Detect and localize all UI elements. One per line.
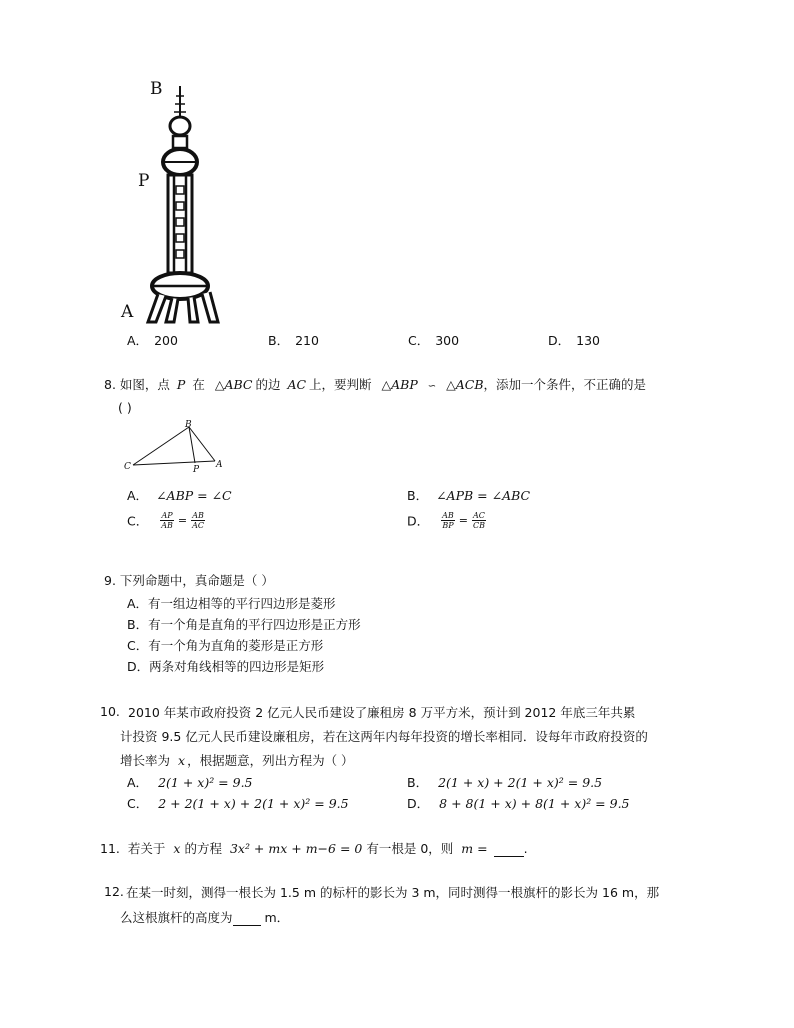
q8-stem-line1 [104,375,646,393]
option-math: ∠ABP = ∠C [156,488,232,503]
option-letter: A． [127,775,149,790]
stem-text: . [523,841,528,856]
stem-text: 么这根旗杆的高度为 [120,910,233,925]
option-math: ∠APB = ∠ABC [436,488,531,503]
triangle-abc: △ABC [214,377,253,392]
stem-text: 有一根是 0，则 [366,841,454,856]
variable-x: x [178,753,186,768]
option-letter: C． [127,796,149,811]
q9-option-b[interactable]: B．有一个角是直角的平行四边形是正方形 [127,617,361,632]
option-math: 2 + 2(1 + x) + 2(1 + x)² = 9.5 [158,796,349,811]
equals-sign: = [458,514,468,527]
stem-text: 若关于 [127,841,166,856]
option-math: 2(1 + x) + 2(1 + x)² = 9.5 [438,775,603,790]
stem-text: 的边 [255,377,281,392]
q9-option-a[interactable]: A．有一组边相等的平行四边形是菱形 [127,596,336,611]
q7-option-c[interactable] [408,331,459,349]
option-letter: C． [408,333,430,348]
tower-figure [118,78,228,328]
tower-label-b: B [150,79,163,99]
q7-option-d[interactable] [548,331,600,349]
stem-text: 在 [192,377,205,392]
q9-option-c[interactable]: C．有一个角为直角的菱形是正方形 [127,638,324,653]
question-number: 11. [100,841,120,856]
q8-label-c: C [124,462,131,472]
q8-label-b: B [185,420,192,430]
option-text: 130 [576,333,600,348]
stem-text: m． [264,910,290,925]
option-letter: D． [407,796,430,811]
fraction-ap-ab: $\frac{AP}{AB}$ [161,511,173,530]
triangle-diagram [118,420,228,472]
q7-option-b[interactable] [268,331,319,349]
option-letter: B． [407,775,429,790]
fraction-ac-cb: $\frac{AC}{CB}$ [472,511,485,530]
option-text: 200 [154,333,178,348]
q8-option-c[interactable] [127,511,205,530]
tower-label-a: A [121,302,134,322]
option-letter: D． [407,513,430,529]
q12-stem-line2 [120,908,289,926]
stem-text: 增长率为 [120,753,171,768]
answer-blank[interactable] [494,841,524,857]
q8-option-d[interactable] [407,511,486,530]
fraction-ab-bp: $\frac{AB}{BP}$ [442,511,454,530]
q11-stem [100,839,528,857]
option-letter: B． [268,333,290,348]
q8-label-a: A [216,460,223,470]
option-text: 300 [435,333,460,348]
q8-answer-paren: ( ) [118,400,132,415]
q12-number: 12. [104,884,124,899]
fraction-ab-ac: $\frac{AB}{AC}$ [192,511,204,530]
q8-label-p: P [193,465,200,475]
triangle-acb: △ACB [446,377,484,392]
option-text: 210 [295,333,319,348]
q10-stem-line1: 2010 年某市政府投资 2 亿元人民币建设了廉租房 8 万平方米，预计到 2012 年底三年共累 [128,705,636,720]
q10-option-a[interactable] [127,773,253,791]
q12-stem-line1: 在某一时刻，测得一根长为 1.5 m 的标杆的影长为 3 m，同时测得一根旗杆的影长为 16 m，那 [126,885,660,900]
option-letter: D． [548,333,571,348]
side-ac: AC [287,377,307,392]
stem-text: 的方程 [184,841,222,856]
option-math: 8 + 8(1 + x) + 8(1 + x)² = 9.5 [439,796,630,811]
q8-option-b[interactable] [407,486,530,504]
q10-option-c[interactable] [127,794,349,812]
q10-option-d[interactable] [407,794,630,812]
answer-blank[interactable] [233,910,261,926]
triangle-abp: △ABP [381,377,418,392]
stem-text: 上，要判断 [309,377,372,392]
q8-option-a[interactable] [127,486,232,504]
q9-stem: 9. 下列命题中，真命题是（ ） [104,573,274,588]
stem-text: 如图，点 [119,377,170,392]
option-letter: B． [407,488,429,503]
q9-option-d[interactable]: D．两条对角线相等的四边形是矩形 [127,659,325,674]
q10-stem-line3 [120,751,354,769]
tower-label-p: P [138,171,150,191]
similar-symbol: ∽ [427,381,437,392]
option-math: 2(1 + x)² = 9.5 [158,775,253,790]
equals-sign: = [177,514,188,527]
option-letter: A． [127,333,149,348]
stem-text: ，根据题意，列出方程为（ ） [187,753,354,768]
question-number: 8. [104,377,116,392]
q7-option-a[interactable] [127,331,178,349]
variable-m: m = [461,841,488,856]
q10-number: 10. [100,704,120,719]
option-letter: C． [127,513,149,529]
tower-illustration [118,78,228,328]
q8-figure [118,420,228,472]
point-p: P [176,377,186,392]
q10-option-b[interactable] [407,773,602,791]
stem-text: ，添加一个条件，不正确的是 [483,377,647,392]
option-letter: A． [127,488,149,503]
q10-stem-line2: 计投资 9.5 亿元人民币建设廉租房，若在这两年内每年投资的增长率相同．设每年市政府投资的 [120,729,648,744]
equation: 3x² + mx + m−6 = 0 [229,841,363,856]
variable-x: x [173,841,181,856]
